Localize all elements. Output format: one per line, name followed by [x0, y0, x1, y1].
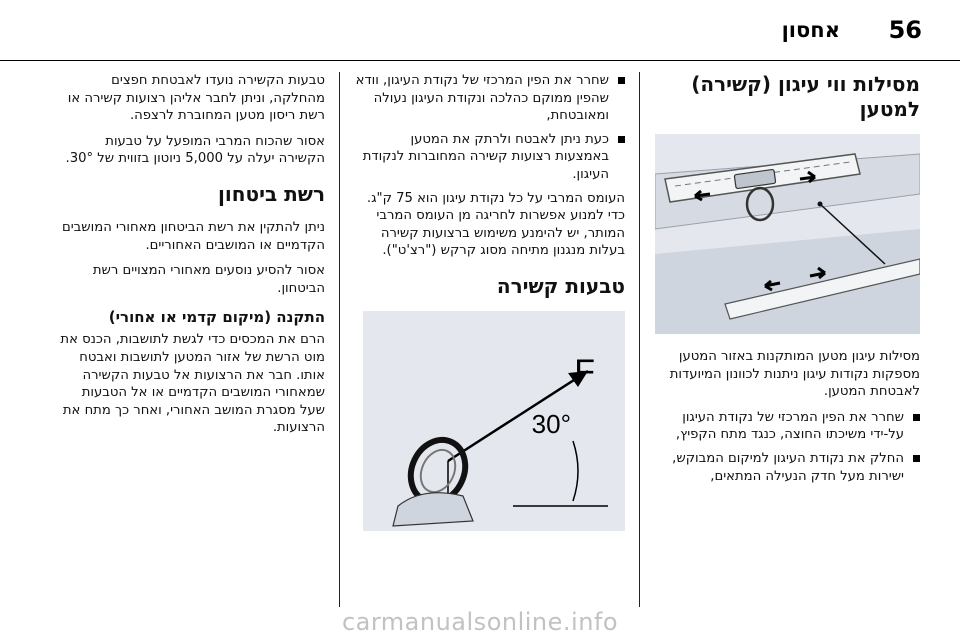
column-middle: [355, 72, 625, 531]
lashing-eye-illustration: [363, 311, 625, 531]
paragraph: אסור שהכוח המרבי המופעל על טבעות הקשירה יעלה על 5,000 ניוטון בזווית של 30°.: [65, 133, 325, 167]
list-item-text: שחרר את הפין המרכזי של נקודת העיגון, וודא שהפין ממוקם כהלכה ונקודת העיגון נעולה ומאובטחת,: [355, 73, 609, 124]
angle-label: 30°: [531, 408, 571, 439]
page-number: 56: [888, 16, 922, 44]
paragraph: הרם את המכסים כדי לגשת לתושבות, הכנס את מוט הרשת של אזור המטען לתושבות ואבטח אותו. חבר את הרצועות אל טבעות הקשירה שמאחורי המושבים הקדמיים או אל הטבעות שעל מסגרת המושב האחורי, ואחר כך מתח את הרצועות.: [60, 332, 325, 436]
section-name: אחסון: [781, 18, 840, 42]
figure-cargo-rail: [655, 134, 920, 334]
list-item-text: שחרר את הפין המרכזי של נקודת העיגון על-ידי משיכתו החוצה, כנגד מתח הקפיץ,: [675, 409, 904, 443]
section-title-lashing-eyes: טבעות קשירה: [496, 273, 625, 298]
column-divider: [339, 72, 340, 607]
list-item-text: החלק את נקודת העיגון למיקום המבוקש, ישירות מעל חדק הנעילה המתאים,: [672, 450, 904, 484]
page-header: [0, 0, 960, 62]
list-item: [655, 409, 920, 444]
figure-lashing-eye: [363, 311, 625, 531]
list-item-text: כעת ניתן לאבטח ולרתק את המטען באמצעות רצועות קשירה המחוברות לנקודת העיגון.: [362, 131, 609, 182]
section-title-cargo-rails: מסילות ווי עיגון (קשירה) למטען: [691, 72, 920, 121]
list-item: [655, 450, 920, 485]
bullet-square-icon: [913, 414, 920, 421]
bullet-square-icon: [913, 455, 920, 462]
cargo-rail-illustration: [655, 134, 920, 334]
column-right: [655, 72, 920, 491]
force-label: F: [574, 352, 595, 391]
bullet-square-icon: [618, 136, 625, 143]
list-item: [355, 131, 625, 184]
list-item: [355, 72, 625, 125]
subsection-title-installation: התקנה (מיקום קדמי או אחורי): [108, 308, 325, 327]
section-title-safety-net: רשת ביטחון: [218, 181, 325, 206]
paragraph: אסור להסיע נוסעים מאחורי המצויים רשת הביטחון.: [92, 263, 325, 296]
watermark: carmanualsonline.info: [341, 608, 619, 636]
paragraph: העומס המרבי על כל נקודת עיגון הוא 75 ק"ג. כדי למנוע אפשרות לחריגה מן העומס המרבי המותר, יש להימנע משימוש ברצועות קשירה בעלות מנגנון מתיחה מסוג קרקש ("רצ'ט").: [366, 190, 625, 259]
bullet-square-icon: [618, 77, 625, 84]
header-rule: [0, 60, 960, 61]
column-divider: [639, 72, 640, 607]
paragraph: ניתן להתקין את רשת הביטחון מאחורי המושבים הקדמיים או המושבים האחוריים.: [61, 219, 325, 253]
paragraph: טבעות הקשירה נועדו לאבטחת חפצים מהחלקה, וניתן לחבר אליהן רצועות קשירה או רשת ריסון מטען המחוברת לרצפה.: [67, 73, 325, 124]
column-left: [55, 72, 325, 445]
paragraph: מסילות עיגון מטען המותקנות באזור המטען מספקות נקודות עיגון ניתנות לכוונון המיועדות לאבטחת המטען.: [669, 349, 920, 400]
